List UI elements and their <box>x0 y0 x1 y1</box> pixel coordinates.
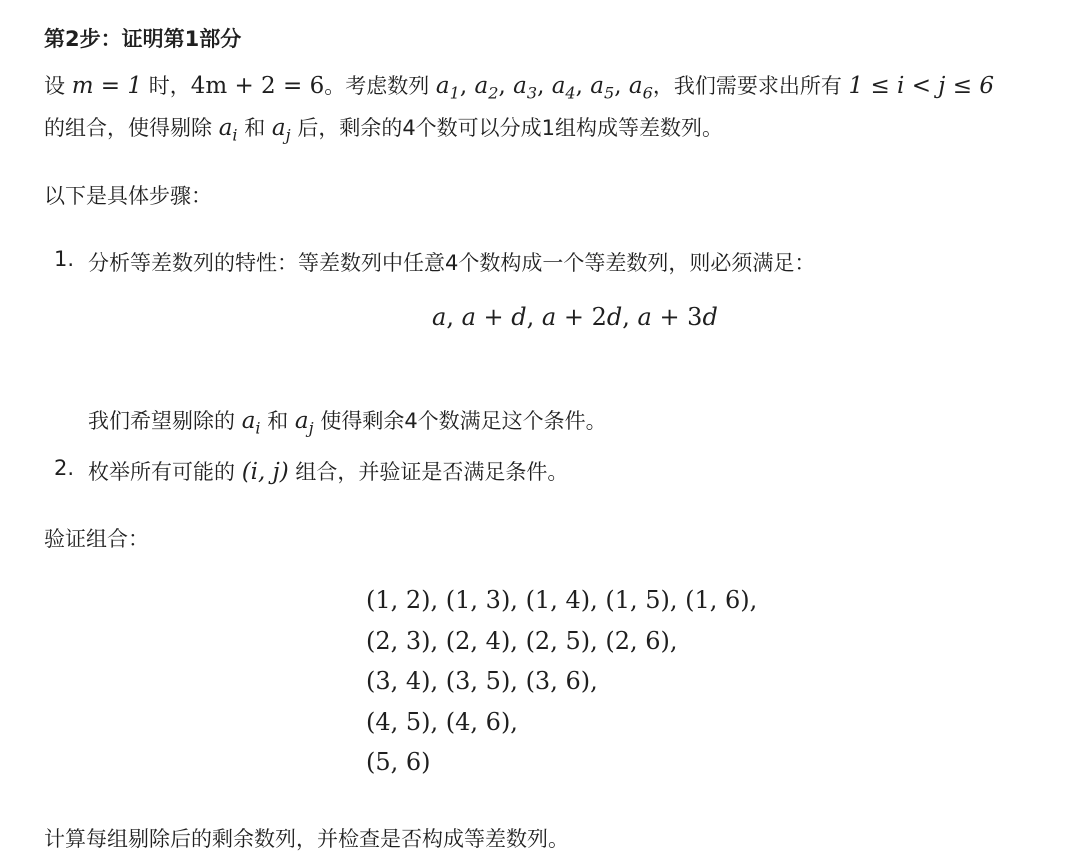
list-item-number: 2. <box>54 456 75 480</box>
pairs-row: (1, 2), (1, 3), (1, 4), (1, 5), (1, 6), <box>366 586 758 614</box>
text-segment: ，我们需要求出所有 <box>652 74 849 98</box>
final-text: 计算每组剔除后的剩余数列，并检查是否构成等差数列。 <box>44 827 569 851</box>
paragraph-line-2 <box>44 112 724 145</box>
step-title: 第2步：证明第1部分 <box>44 27 242 51</box>
pairs-row: (3, 4), (3, 5), (3, 6), <box>366 667 598 695</box>
math-a-i: $a_i$ <box>218 115 238 145</box>
text-segment: 设 <box>44 74 72 98</box>
steps-intro: 以下是具体步骤： <box>44 184 212 208</box>
text-segment: 后，剩余的4个数可以分成1组构成等差数列。 <box>290 116 724 140</box>
display-formula: a, a + d, a + 2d, a + 3d <box>432 303 718 331</box>
math-sequence: $a_1$, $a_2$, $a_3$, $a_4$, $a_5$, $a_6$ <box>435 73 653 103</box>
pairs-block <box>366 580 757 783</box>
math-a-j: $a_j$ <box>271 115 291 145</box>
pairs-row: (5, 6) <box>366 748 431 776</box>
pairs-row: (4, 5), (4, 6), <box>366 707 518 736</box>
math-a-i: $a_i$ <box>241 408 261 438</box>
math-i-j-pair: (i, j) <box>241 459 289 485</box>
text-segment: 时， <box>142 74 191 98</box>
math-index-range: 1 ≤ i < j ≤ 6 <box>848 73 994 99</box>
list-item-text: 分析等差数列的特性：等差数列中任意4个数构成一个等差数列，则必须满足： <box>88 251 816 275</box>
text-segment: 。考虑数列 <box>324 74 436 98</box>
list-item-text: 枚举所有可能的 (i, j) 组合，并验证是否满足条件。 <box>88 459 569 485</box>
text-segment: 和 <box>237 116 272 140</box>
math-m-equals-1: m = 1 <box>71 73 143 99</box>
paragraph-line-1 <box>44 70 994 103</box>
list-item-number: 1. <box>54 247 75 271</box>
math-a-j: $a_j$ <box>294 408 314 438</box>
text-segment: 的组合，使得剔除 <box>44 116 219 140</box>
list-item-followup: 我们希望剔除的 $a_i$ 和 $a_j$ 使得剩余4个数满足这个条件。 <box>88 408 607 438</box>
verify-label: 验证组合： <box>44 527 149 551</box>
math-4m-plus-2: 4m + 2 = 6 <box>190 73 325 99</box>
pairs-row: (2, 3), (2, 4), (2, 5), (2, 6), <box>366 626 678 655</box>
